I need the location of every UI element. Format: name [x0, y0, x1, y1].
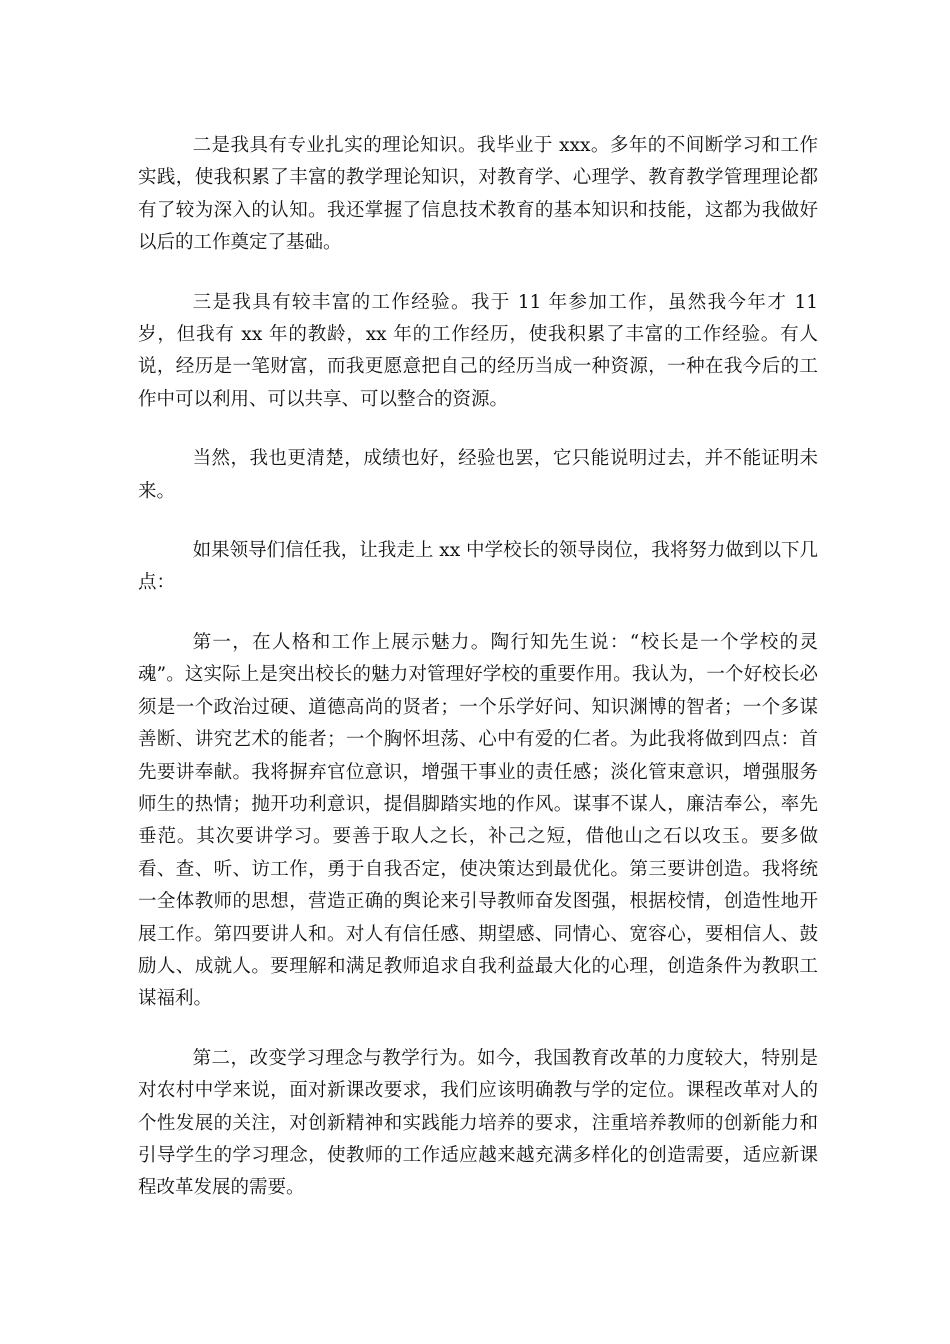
paragraph-past-not-future: 当然，我也更清楚，成绩也好，经验也罢，它只能说明过去，并不能证明未来。: [138, 448, 818, 502]
document-body: [138, 130, 818, 1232]
paragraph-point-two-learning: 第二，改变学习理念与教学行为。如今，我国教育改革的力度较大，特别是对农村中学来说，面对新课改要求，我们应该明确教与学的定位。课程改革对人的个性发展的关注，对创新精神和实践能力培养的要求，注重培养教师的创新能力和引导学生的学习理念，使教师的工作适应越来越充满多样化的创造需要，适应新课程改革发展的需要。: [138, 1047, 818, 1199]
paragraph-if-trusted: 如果领导们信任我，让我走上 xx 中学校长的领导岗位，我将努力做到以下几点：: [138, 540, 818, 594]
paragraph-point-one-charisma: 第一，在人格和工作上展示魅力。陶行知先生说：“校长是一个学校的灵魂”。这实际上是突出校长的魅力对管理好学校的重要作用。我认为，一个好校长必须是一个政治过硬、道德高尚的贤者；一个乐学好问、知识渊博的智者；一个多谋善断、讲究艺术的能者；一个胸怀坦荡、心中有爱的仁者。为此我将做到四点：首先要讲奉献。我将摒弃官位意识，增强干事业的责任感；淡化管束意识，增强服务师生的热情；抛开功利意识，提倡脚踏实地的作风。谋事不谋人，廉洁奉公，率先垂范。其次要讲学习。要善于取人之长，补己之短，借他山之石以攻玉。要多做看、查、听、访工作，勇于自我否定，使决策达到最优化。第三要讲创造。我将统一全体教师的思想，营造正确的舆论来引导教师奋发图强，根据校情，创造性地开展工作。第四要讲人和。对人有信任感、期望感、同情心、宽容心，要相信人、鼓励人、成就人。要理解和满足教师追求自我利益最大化的心理，创造条件为教职工谋福利。: [138, 631, 818, 1010]
paragraph-work-experience: 三是我具有较丰富的工作经验。我于 11 年参加工作，虽然我今年才 11 岁，但我有 xx 年的教龄，xx 年的工作经历，使我积累了丰富的工作经验。有人说，经历是一笔财富，而我更愿意把自己的经历当成一种资源，一种在我今后的工作中可以利用、可以共享、可以整合的资源。: [138, 291, 818, 410]
paragraph-professional-knowledge: 二是我具有专业扎实的理论知识。我毕业于 xxx。多年的不间断学习和工作实践，使我积累了丰富的教学理论知识，对教育学、心理学、教育教学管理理论都有了较为深入的认知。我还掌握了信息技术教育的基本知识和技能，这都为我做好以后的工作奠定了基础。: [138, 135, 818, 254]
